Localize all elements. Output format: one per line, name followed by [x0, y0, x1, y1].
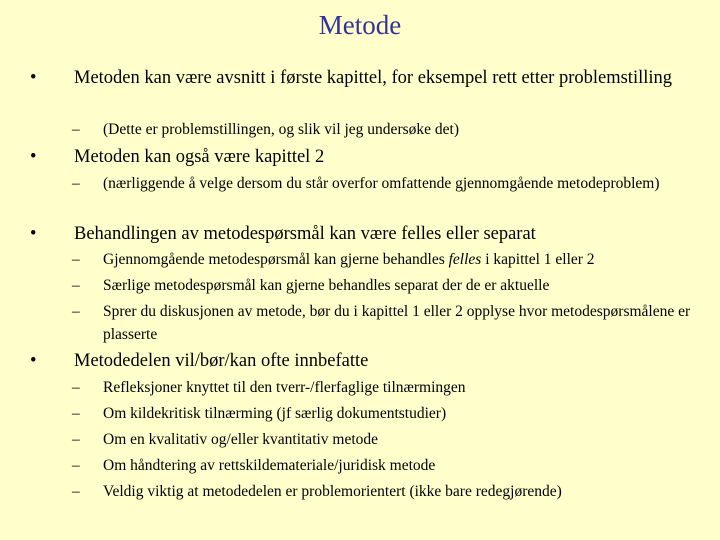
- dash-marker: –: [72, 175, 80, 192]
- bullet-text: Metoden kan være avsnitt i første kapittel, for eksempel rett etter problemstilling: [74, 68, 673, 88]
- dash-marker: –: [72, 121, 80, 138]
- bullet-marker: •: [30, 68, 37, 88]
- sub-text-italic: felles: [448, 251, 482, 268]
- dash-marker: –: [72, 277, 80, 294]
- sub-bullet-item: [72, 428, 692, 451]
- sub-bullet-text: Om håndtering av rettskildemateriale/juridisk metode: [103, 457, 436, 474]
- sub-bullet-text: Refleksjoner knyttet til den tverr-/flerfaglige tilnærmingen: [103, 379, 466, 396]
- dash-marker: –: [72, 483, 80, 500]
- bullet-item: [30, 66, 680, 90]
- sub-bullet-text: (Dette er problemstillingen, og slik vil jeg undersøke det): [103, 121, 459, 138]
- bullet-item: [30, 349, 680, 373]
- dash-marker: –: [72, 405, 80, 422]
- sub-bullet-text: Særlige metodespørsmål kan gjerne behandles separat der de er aktuelle: [103, 277, 550, 294]
- bullet-text: Behandlingen av metodespørsmål kan være felles eller separat: [74, 224, 536, 244]
- sub-bullet-text: Om en kvalitativ og/eller kvantitativ metode: [103, 431, 379, 448]
- bullet-marker: •: [30, 147, 37, 167]
- dash-marker: –: [72, 251, 80, 268]
- sub-bullet-item: [72, 402, 692, 425]
- bullet-marker: •: [30, 351, 37, 371]
- sub-bullet-text: Sprer du diskusjonen av metode, bør du i kapittel 1 eller 2 opplyse hvor metodespørsmålene er plasserte: [103, 303, 691, 343]
- bullet-item: [30, 145, 680, 169]
- sub-bullet-item: [72, 118, 692, 141]
- sub-bullet-item: [72, 300, 692, 346]
- sub-bullet-item: [72, 248, 692, 271]
- sub-bullet-item: [72, 376, 692, 399]
- bullet-text: Metoden kan også være kapittel 2: [74, 147, 325, 167]
- sub-text-after: i kapittel 1 eller 2: [481, 251, 595, 268]
- sub-bullet-text: Veldig viktig at metodedelen er problemorientert (ikke bare redegjørende): [103, 483, 562, 500]
- sub-bullet-text: [103, 248, 692, 271]
- sub-text-before: Gjennomgående metodespørsmål kan gjerne behandles: [103, 251, 449, 268]
- slide-title: Metode: [318, 10, 402, 40]
- dash-marker: –: [72, 431, 80, 448]
- sub-bullet-item: [72, 172, 692, 195]
- sub-bullet-item: [72, 274, 692, 297]
- dash-marker: –: [72, 379, 80, 396]
- sub-bullet-text: Om kildekritisk tilnærming (jf særlig dokumentstudier): [103, 405, 447, 422]
- bullet-marker: •: [30, 224, 37, 244]
- sub-bullet-text: (nærliggende å velge dersom du står overfor omfattende gjennomgående metodeproblem): [103, 175, 660, 192]
- bullet-item: [30, 222, 680, 246]
- dash-marker: –: [72, 457, 80, 474]
- sub-bullet-item: [72, 454, 692, 477]
- bullet-text: Metodedelen vil/bør/kan ofte innbefatte: [74, 351, 369, 371]
- dash-marker: –: [72, 303, 80, 320]
- sub-bullet-item: [72, 480, 692, 503]
